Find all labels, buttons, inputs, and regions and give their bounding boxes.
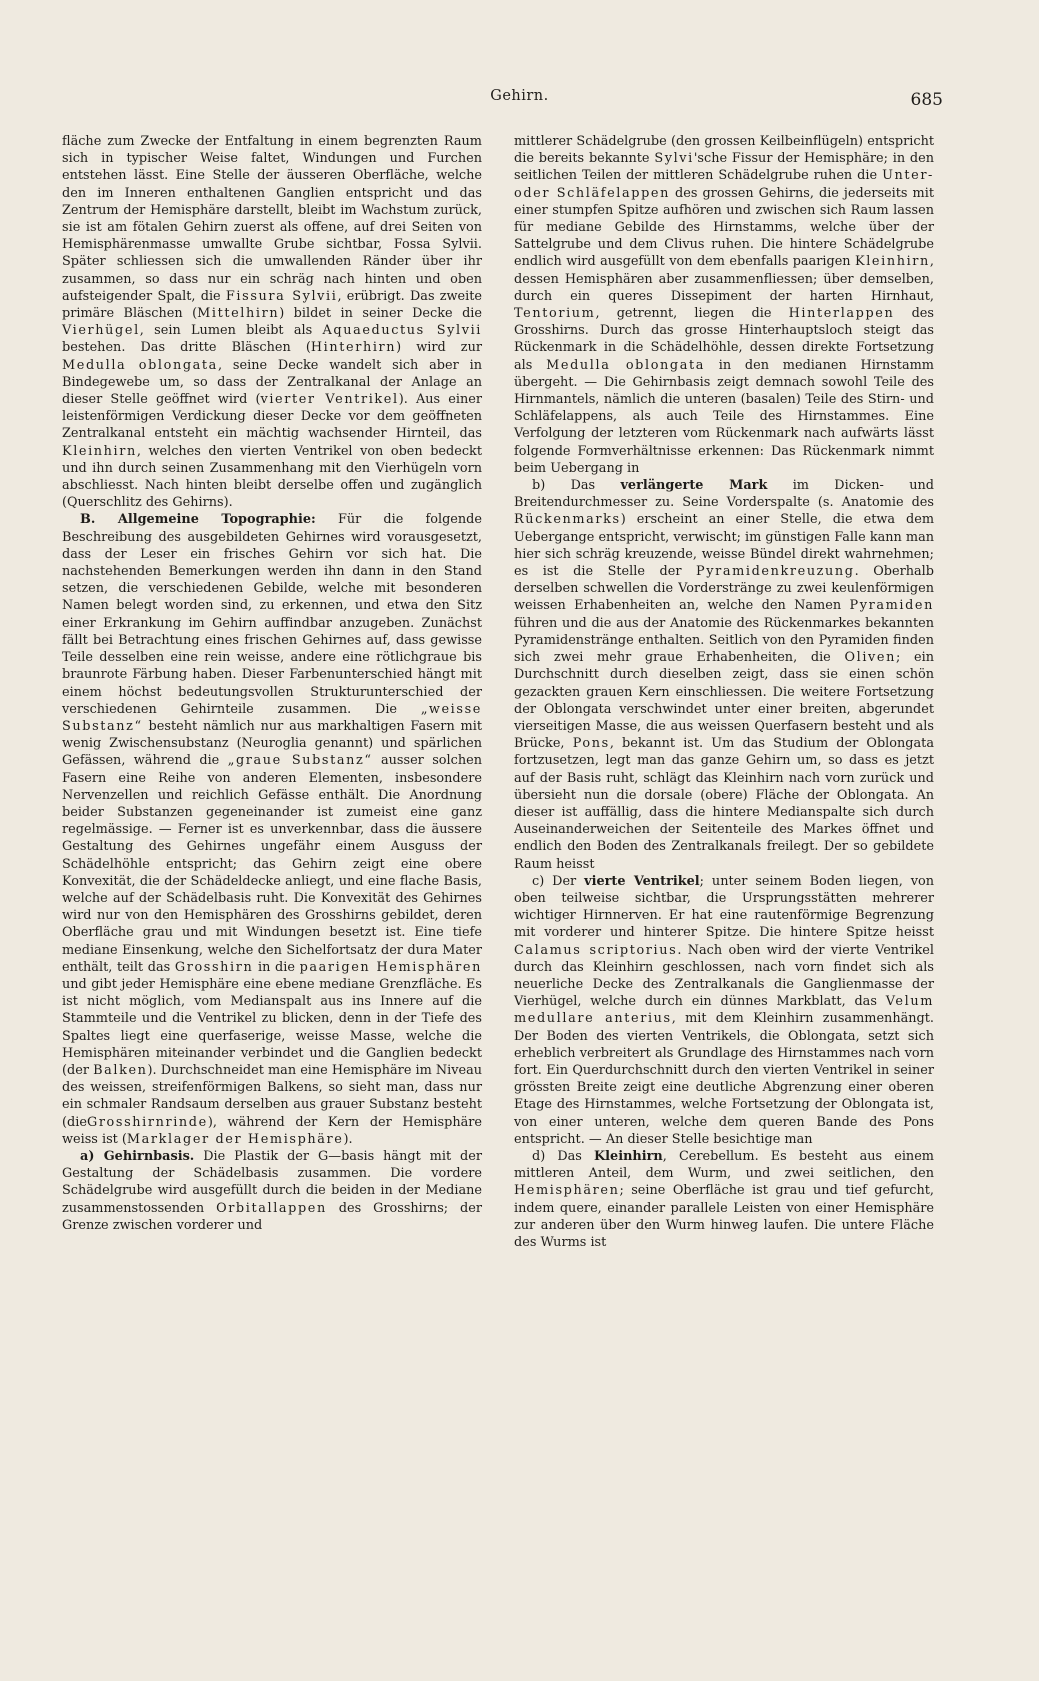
text-run: ). Aus einer leistenförmigen Verdickung dieser Decke vor dem geöffneten Zentralkanal entsteht ein mächtig wachsender Hirnteil, das — [62, 392, 482, 442]
section-heading: Kleinhirn — [594, 1148, 663, 1164]
left-column — [62, 133, 482, 1663]
text-run: bestehen. Das dritte Bläschen ( — [62, 340, 311, 356]
text-run: , welches den vierten Ventrikel von oben bedeckt und ihn durch seinen Zusammenhang mit den Vierhügeln vorn abschliesst. Nach hinten bleibt derselbe offen und zugänglich (Querschlitz des Gehirns). — [62, 443, 482, 511]
text-run: des Grosshirns. Durch das grosse Hinterhauptsloch steigt das Rückenmark in die Schädelhöhle, dessen direkte Fortsetzung als — [514, 306, 934, 373]
text-run: in den medianen Hirnstamm übergeht. — Die Gehirnbasis zeigt demnach sowohl Teile des Hirnmantels, nämlich die unteren (basalen) Teile des Stirn- und Schläfelappens, als auch Teile des Hirnstammes. Eine Verfolgung der letzteren vom Rückenmark nach aufwärts lässt folgende Formverhältnisse erkennen: Das Rückenmark nimmt beim Uebergang in — [514, 357, 934, 476]
section-heading: vierte Ventrikel — [584, 873, 700, 889]
right-paragraph-1 — [514, 133, 934, 477]
term: Orbitallappen — [216, 1200, 327, 1216]
left-paragraph-3 — [62, 1148, 482, 1234]
term: Kleinhirn — [62, 443, 137, 459]
term: Fissura Sylvii — [225, 288, 338, 304]
text-run: , bekannt ist. Um das Studium der Oblongata fortzusetzen, legt man das ganze Gehirn um, so dass es jetzt auf der Basis ruht, schlägt das Kleinhirn nach vorn zurück und übersieht nun die dorsale (obere) Fläche der Oblongata. An dieser ist auffällig, dass die hintere Medianspalte sich durch Auseinanderweichen der Seitenteile des Markes öffnet und endlich den Boden des Zentralkanals freilegt. Der so gebildete Raum heisst — [514, 736, 934, 872]
term: Grosshirnrinde — [86, 1114, 208, 1130]
text-run: führen und die aus der Anatomie des Rückenmarkes bekannten Pyramidenstränge enthalten. Seitlich von den Pyramiden finden sich zwei mehr graue Erhabenheiten, die — [514, 615, 934, 666]
term: Sylvi — [654, 151, 694, 167]
text-run: Die Plastik der G—basis hängt mit der Gestaltung der Schädelbasis zusammen. Die vordere Schädelgrube wird ausgefüllt durch die beiden in der Mediane zusammenstossenden — [62, 1148, 482, 1216]
text-run: , dessen Hemisphären aber zusammenfliessen; über demselben, durch ein queres Dissepiment der harten Hirnhaut, — [514, 254, 934, 304]
text-run: fläche zum Zwecke der Entfaltung in einem begrenzten Raum sich in typischer Weise faltet, Windungen und Furchen entstehen lässt. Eine Stelle der äusseren Oberfläche, welche den im Inneren enthaltenen Ganglien entspricht und das Zentrum der Hemisphäre darstellt, bleibt im Wachstum zurück, sie ist am fötalen Gehirn zuerst als offene, auf drei Seiten von Hemisphärenmasse umwallte Grube sichtbar, Fossa Sylvii. Später schliessen sich die umwallenden Ränder über ihr zusammen, so dass nur ein schräg nach hinten und oben aufsteigender Spalt, die — [62, 134, 482, 304]
page-number: 685 — [910, 90, 943, 110]
text-run: mittlerer Schädelgrube (den grossen Keilbeinflügeln) entspricht die bereits bekannte — [514, 134, 934, 167]
term: Mittelhirn — [197, 306, 280, 322]
text-run: des Grosshirns; der Grenze zwischen vorderer und — [62, 1200, 482, 1233]
term: Balken — [93, 1062, 148, 1078]
text-run: besteht nämlich nur aus markhaltigen Fasern mit wenig Zwischensubstanz (Neuroglia genannt) und spärlichen Gefässen, während die — [62, 718, 482, 769]
text-run: . Nach oben wird der vierte Ventrikel durch das Kleinhirn geschlossen, nach vorn findet sich als neuerliche Decke des Zentralkanals die Ganglienmasse der Vierhügel, welche durch ein dünnes Markblatt, das — [514, 942, 934, 1010]
text-run: ; ein Durchschnitt durch dieselben zeigt, dass sie einen schön gezackten grauen Kern einschliessen. Die weitere Fortsetzung der Oblongata verschwindet unter einer breiten, abgerundet vierseitigen Masse, die aus weissen Querfasern besteht und als Brücke, — [514, 650, 934, 752]
text-run: ) erscheint an einer Stelle, die etwa dem Uebergange entspricht, verwischt; im günstigen Falle kann man hier sich schräg kreuzende, weisse Bündel direkt wahrnehmen; es ist die Stelle der — [514, 512, 934, 580]
term: Grosshirn — [174, 959, 254, 975]
text-run: und gibt jeder Hemisphäre eine ebene mediane Grenzfläche. Es ist nicht möglich, vom Medianspalt aus ins Innere auf die Stammteile und die Ventrikel zu blicken, denn in der Tiefe des Spaltes liegt eine querfaserige, weisse Masse, welche die Hemisphären miteinander verbindet und die Ganglien bedeckt (der — [62, 976, 482, 1078]
term: Hemisphären — [514, 1183, 620, 1199]
text-run: , mit dem Kleinhirn zusammenhängt. Der Boden des vierten Ventrikels, die Oblongata, setzt sich erheblich verbreitert als Grundlage des Hirnstammes nach vorn fort. Ein Querdurchschnitt durch den vierten Ventrikel in seiner grössten Breite zeigt eine deutliche Abgrenzung einer oberen Etage des Hirnstammes, welche Fortsetzung der Oblongata ist, von einer unteren, welche dem queren Bande des Pons entspricht. — An dieser Stelle besichtige man — [514, 1011, 934, 1147]
text-run: ). — [343, 1131, 353, 1147]
term: Pyramidenkreuzung — [696, 564, 855, 580]
term: vierter Ventrikel — [260, 392, 399, 408]
term: Velum medullare anterius — [514, 994, 934, 1027]
text-run: ; unter seinem Boden liegen, von oben teilweise sichtbar, die Ursprungsstätten mehrerer wichtiger Hirnnerven. Er hat eine rautenförmige Begrenzung mit vorderer und hinterer Spitze. Die hintere Spitze heisst — [514, 873, 934, 941]
text-run: , erübrigt. Das zweite primäre Bläschen ( — [62, 288, 483, 322]
text-run: c) Der — [532, 873, 577, 889]
text-run: ) bildet in seiner Decke die — [279, 306, 482, 322]
running-header — [0, 88, 1039, 112]
term: Rückenmarks — [514, 512, 621, 528]
term: paarigen Hemisphären — [299, 959, 482, 975]
term: Kleinhirn — [855, 254, 930, 270]
term: Pyramiden — [849, 598, 934, 614]
term: Hinterhirn — [310, 340, 397, 356]
text-run: d) Das — [532, 1148, 582, 1164]
text-run: , getrennt, liegen die — [595, 306, 772, 322]
term: Medulla oblongata — [546, 357, 705, 373]
text-run: , sein Lumen bleibt als — [139, 323, 313, 339]
term: Medulla oblongata — [62, 357, 218, 373]
text-run: 'sche Fissur der Hemisphäre; in den seitlichen Teilen der mittleren Schädelgrube ruhen die — [514, 151, 934, 184]
text-run: ) wird zur — [396, 340, 482, 356]
right-paragraph-2 — [514, 477, 934, 873]
term: Vierhügel — [62, 323, 140, 339]
text-run: im Dicken- und Breitendurchmesser zu. Seine Vorderspalte (s. Anatomie des — [514, 478, 934, 511]
text-run: in die — [258, 959, 295, 975]
term: Unter- oder Schläfelappen — [514, 168, 935, 201]
left-paragraph-2 — [62, 511, 482, 1148]
term: Tentorium — [514, 306, 596, 322]
section-heading: a) Gehirnbasis. — [80, 1148, 195, 1164]
term: Calamus scriptorius — [514, 942, 678, 958]
text-run: des grossen Gehirns, die jederseits mit einer stumpfen Spitze aufhören und zwischen sich Raum lassen für mediane Gebilde des Hirnstamms, welche über der Sattelgrube und dem Clivus ruhen. Die hintere Schädelgrube endlich wird ausgefüllt von dem ebenfalls paarigen — [514, 185, 934, 270]
text-run: ; seine Oberfläche ist grau und tief gefurcht, indem quere, einander parallele Leisten von einer Hemisphäre zur anderen über den Wurm hinweg laufen. Die untere Fläche des Wurms ist — [514, 1183, 934, 1250]
left-paragraph-1 — [62, 133, 482, 511]
text-run: . Oberhalb derselben schwellen die Vorderstränge zu zwei keulenförmigen weissen Erhabenheiten an, welche den Namen — [514, 564, 934, 614]
term: Aquaeductus Sylvii — [322, 323, 482, 339]
text-run: ausser solchen Fasern eine Reihe von anderen Elementen, insbesondere Nervenzellen und reichlich Gefässe enthält. Die Anordnung beider Substanzen gegeneinander ist zumeist eine ganz regelmässige. — Ferner ist es unverkennbar, dass die äussere Gestaltung des Gehirnes ungefähr einem Ausguss der Schädelhöhle entspricht; das Gehirn zeigt eine obere Konvexität, die der Schädeldecke anliegt, und eine flache Basis, welche auf der Schädelbasis ruht. Die Konvexität des Gehirnes wird nur von den Hemisphären des Grosshirns gebildet, deren Oberfläche grau und mit Windungen besetzt ist. Eine tiefe mediane Einsenkung, welche den Sichelfortsatz der dura Mater enthält, teilt das — [62, 753, 482, 975]
section-heading: B. Allgemeine Topographie: — [80, 512, 316, 528]
term: Pons — [572, 736, 610, 752]
text-run: ), während der Kern der Hemisphäre weiss ist ( — [62, 1114, 482, 1147]
text-run: ). Durchschneidet man eine Hemisphäre im Niveau des weissen, streifenförmigen Balkens, so sieht man, dass nur ein schmaler Randsaum derselben aus grauer Substanz besteht (die — [62, 1062, 483, 1130]
section-heading: verlängerte Mark — [620, 478, 768, 494]
text-run: b) Das — [532, 478, 596, 494]
text-run: , seine Decke wandelt sich aber in Bindegewebe um, so dass der Zentralkanal der Anlage an dieser Stelle geöffnet wird ( — [62, 357, 483, 408]
right-paragraph-4 — [514, 1148, 934, 1251]
term: Hinterlappen — [788, 306, 895, 322]
term: Oliven — [844, 650, 896, 666]
term: „graue Substanz“ — [227, 753, 373, 769]
running-title: Gehirn. — [490, 88, 549, 104]
text-run: Für die folgende Beschreibung des ausgebildeten Gehirnes wird vorausgesetzt, dass der Leser ein frisches Gehirn vor sich hat. Die nachstehenden Bemerkungen werden ihn dann in den Stand setzen, die verschiedenen Gebilde, welche mit besonderen Namen belegt worden sind, zu erkennen, und etwa den Sitz einer Erkrankung im Gehirn auffindbar anzugeben. Zunächst fällt bei Betrachtung eines frischen Gehirnes auf, dass gewisse Teile desselben eine rein weisse, andere eine rötlichgraue bis braunrote Färbung haben. Dieser Farbenunterschied hängt mit einem höchst bedeutungsvollen Strukturunterschied der verschiedenen Gehirnteile zusammen. Die — [62, 512, 482, 717]
text-run: , Cerebellum. Es besteht aus einem mittleren Anteil, dem Wurm, und zwei seitlichen, den — [514, 1148, 934, 1182]
term: Marklager der Hemisphäre — [126, 1131, 344, 1147]
right-column — [514, 133, 934, 1663]
right-paragraph-3 — [514, 873, 934, 1148]
term: „weisse Substanz“ — [62, 701, 482, 734]
